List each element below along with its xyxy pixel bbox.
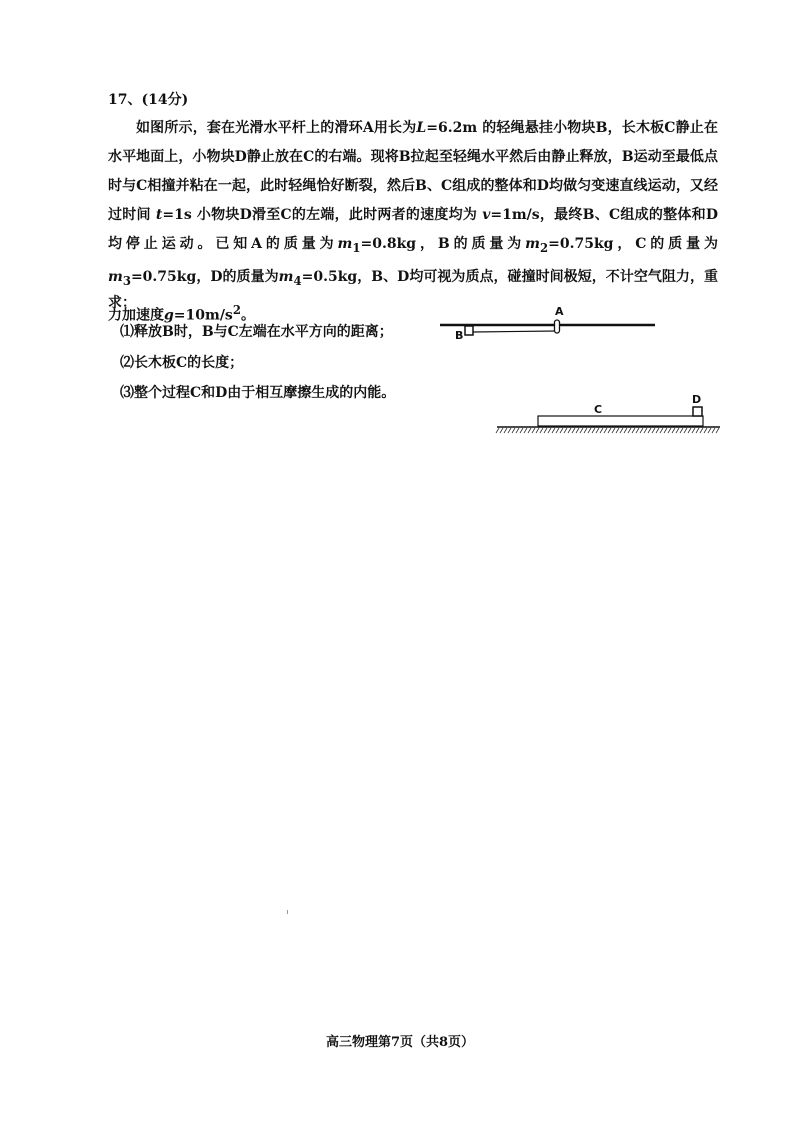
label-C: C bbox=[594, 403, 603, 416]
label-A: A bbox=[555, 305, 564, 318]
rope bbox=[473, 331, 557, 332]
question-paragraph: 如图所示，套在光滑水平杆上的滑环A用长为L=6.2m 的轻绳悬挂小物块B，长木板C静止在水平地面上，小物块D静止放在C的右端。现将B拉起至轻绳水平然后由静止释放，B运动至最低点时与C相撞并粘在一起，此时轻绳恰好断裂，然后B、C组成的整体和D均做匀变速直线运动，又经过时间 t=1s 小物块D滑至C的左端，此时两者的速度均为 v=1m/s，最终B、C组成的整体和D均停止运动。已知A的质量为$m_1=0.8kg$，B的质量为$m_2=0.75kg$，C的质量为$m_3=0.75kg$，D的质量为$m_4=0.5kg$，B、D均可视为质点，碰撞时间极短，不计空气阻力，重力加速度$g=10m/s^2$。 bbox=[108, 120, 718, 324]
sub-question-3: ⑶整个过程C和D由于相互摩擦生成的内能。 bbox=[120, 385, 396, 401]
label-D: D bbox=[692, 393, 702, 406]
scan-speck bbox=[287, 910, 288, 914]
sub-question-2: ⑵长木板C的长度； bbox=[120, 355, 244, 371]
ask-label: 求： bbox=[108, 295, 136, 311]
ground bbox=[496, 427, 720, 433]
label-B: B bbox=[455, 329, 464, 342]
page-footer: 高三物理第7页（共8页） bbox=[325, 1035, 475, 1050]
board-C bbox=[538, 416, 703, 426]
block-B bbox=[465, 326, 473, 335]
ring-A bbox=[555, 320, 560, 333]
physics-diagram bbox=[0, 0, 800, 460]
sub-question-1: ⑴释放B时，B与C左端在水平方向的距离； bbox=[120, 324, 393, 340]
block-D bbox=[693, 407, 702, 416]
question-number: 17、(14分) bbox=[108, 92, 189, 108]
